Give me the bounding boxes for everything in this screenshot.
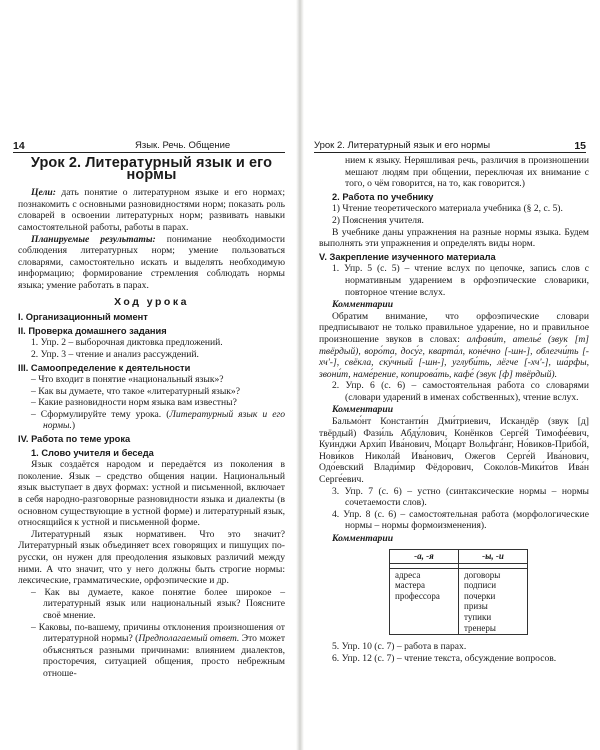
lesson-title: Урок 2. Литературный язык и его нормы xyxy=(30,155,273,183)
list-item: 2) Пояснения учителя. xyxy=(332,214,424,226)
table-header-cell: -а, -я xyxy=(390,549,459,563)
table-cell xyxy=(459,568,528,635)
continuation-paragraph: нием к языку. Неряшливая речь, различия в произношении мешают людям при общении, переключая их внимание с того, о чём говорится, на то, как говорится.) xyxy=(345,155,589,190)
goals-text: дать понятие о литературном языке и его нормах; познакомить с основными разновидностями норм; показать роль словарей в освоении литературных норм; развивать навыки самостоятельной работы, работы в парах. xyxy=(18,187,285,233)
word: призы xyxy=(464,601,488,612)
word: почерки xyxy=(464,590,496,601)
word: подписи xyxy=(464,580,497,591)
answer-italic: Литературный язык и его нормы. xyxy=(43,408,285,432)
question-text: Это может объясняться разными причинами: влиянием диалектов, просторечия, ситуацией общения, просто небрежным отноше- xyxy=(43,633,286,679)
question-text: ) xyxy=(71,420,76,432)
table-header-row xyxy=(390,549,528,563)
question-item: – Как вы думаете, что такое «литературный язык»? xyxy=(31,385,240,397)
right-page xyxy=(300,0,600,750)
question-item: – Какие разновидности норм языка вам известны? xyxy=(31,397,237,409)
stress-word-list: алфави́т, ателье́ (звук [т] твёрдый), воро́та, досу́г, кварта́л, коне́чно [-шн-], облегчи́ть [-хч'-], свёкла, ску́чный [-шн-], углуби́ть, лёгче [-хч'-], ша́рфы, звони́т, наме́рение, копирова́ть, кафе́ (звук [ф] твёрдый). xyxy=(319,333,589,380)
list-item: 1. Упр. 2 – выборочная диктовка предложений. xyxy=(31,337,223,349)
question-item xyxy=(18,622,285,680)
word: профессора xyxy=(395,590,440,601)
comments-label: Комментарии xyxy=(332,299,394,311)
question-item xyxy=(18,409,285,432)
answer-italic: Предполагаемый ответ. xyxy=(138,633,240,645)
body-paragraph: Литературный язык нормативен. Что это значит? Литературный язык объединяет всех говорящих и пишущих по-русски, он нужен для преодоления языковых различий между ними. А что значит, что у него должны быть строгие нормы: лексические, грамматические, орфоэпические и др. xyxy=(18,528,285,587)
word: адреса xyxy=(395,569,421,580)
plural-forms-table xyxy=(389,549,528,636)
results-label: Планируемые результаты: xyxy=(31,233,156,245)
book-spine-gutter xyxy=(296,0,304,750)
word: мастера xyxy=(395,580,426,591)
table-header-cell: -ы, -и xyxy=(459,549,528,563)
comment-paragraph xyxy=(319,311,589,381)
exercise-item: 1. Упр. 5 (с. 5) – чтение вслух по цепочке, запись слов с нормативным ударением в орфоэпические словарики, повторное чтение вслух. xyxy=(332,263,589,298)
comment-paragraph: Бальмо́нт Константи́н Дми́триевич, Искандёр (звук [д] твёрдый) Фази́ль Абду́лович, Конёнков Серге́й Тимофе́евич, Куи́нджи Архи́п Ива́нович, Мо́царт Вольфга́нг, Но́виков-Прибо́й, Нови́ков Никола́й Ива́нович, Ожегов Серге́й Ива́нович, Одо́евский Влади́мир Фёдорович, Соколо́в-Мики́тов Ива́н Серге́евич. xyxy=(319,416,589,486)
list-item: 2. Упр. 3 – чтение и анализ рассуждений. xyxy=(31,348,199,360)
running-head: Урок 2. Литературный язык и его нормы xyxy=(314,140,491,151)
section-heading: III. Самоопределение к деятельности xyxy=(18,362,191,373)
body-paragraph: Язык создаётся народом и передаётся из поколения в поколение. Язык – средство общения нации. Национальный язык выступает в двух формах: устной и письменной, включает в себя народно-разговорные разновидности языка и диалекты (в основном существующие в устной форме) и литературный язык, относящийся к устной и письменной форме. xyxy=(18,459,285,529)
subsection-heading: 1. Слово учителя и беседа xyxy=(31,447,154,458)
word: тренеры xyxy=(464,622,496,633)
page-number: 14 xyxy=(13,140,25,152)
left-page-body xyxy=(18,156,285,680)
question-text: – Сформулируйте тему урока. ( xyxy=(31,408,170,420)
exercise-item: 2. Упр. 6 (с. 6) – самостоятельная работа со словарями (словари ударений в именах собственных), чтение вслух. xyxy=(332,380,589,403)
goals-label: Цели: xyxy=(31,187,56,199)
question-text: – Каковы, по-вашему, причины отклонения произношения от литературной нормы? ( xyxy=(31,621,285,645)
word: договоры xyxy=(464,569,501,580)
table-cell xyxy=(390,568,459,635)
right-page-body xyxy=(319,155,589,664)
results-paragraph xyxy=(18,234,285,292)
running-head: Язык. Речь. Общение xyxy=(135,140,231,151)
page-number: 15 xyxy=(574,140,586,152)
comment-text: Обратим внимание, что орфоэпические словари предписывают не только правильное ударение, но и правильное произношение звуков в словах: xyxy=(319,310,589,345)
results-text: понимание необходимости соблюдения литературных норм; умение пользоваться словарями, самостоятельно искать и выделять необходимую информацию; формирование стремления соблюдать нормы языка; умение работать в парах. xyxy=(18,233,285,291)
goals-paragraph xyxy=(18,187,285,233)
question-item: – Как вы думаете, какое понятие более широкое – литературный язык или национальный язык? Поясните своё мнение. xyxy=(31,586,285,621)
exercise-item: 4. Упр. 8 (с. 6) – самостоятельная работа (морфологические нормы – нормы формоизменения). xyxy=(332,508,589,532)
exercise-item: 3. Упр. 7 (с. 6) – устно (синтаксические нормы – нормы сочетаемости слов). xyxy=(332,485,589,509)
table-row xyxy=(390,568,528,635)
page-header xyxy=(314,140,586,153)
subsection-heading: 2. Работа по учебнику xyxy=(332,191,434,202)
body-paragraph: В учебнике даны упражнения на разные нормы языка. Будем выполнять эти упражнения и определять виды норм. xyxy=(319,226,589,250)
exercise-item: 6. Упр. 12 (с. 7) – чтение текста, обсуждение вопросов. xyxy=(332,652,557,664)
section-heading: II. Проверка домашнего задания xyxy=(18,325,167,336)
word: тупики xyxy=(464,611,492,622)
exercise-item: 5. Упр. 10 (с. 7) – работа в парах. xyxy=(332,641,467,653)
comments-label: Комментарии xyxy=(332,533,394,544)
page-header xyxy=(13,140,285,153)
question-item: – Что входит в понятие «национальный язык»? xyxy=(31,374,224,386)
section-heading: I. Организационный момент xyxy=(18,312,148,323)
section-heading: V. Закрепление изученного материала xyxy=(319,251,496,262)
section-heading: IV. Работа по теме урока xyxy=(18,434,131,445)
list-item: 1) Чтение теоретического материала учебника (§ 2, с. 5). xyxy=(332,203,563,215)
comments-label: Комментарии xyxy=(332,404,394,416)
course-heading: Ход урока xyxy=(114,295,189,308)
